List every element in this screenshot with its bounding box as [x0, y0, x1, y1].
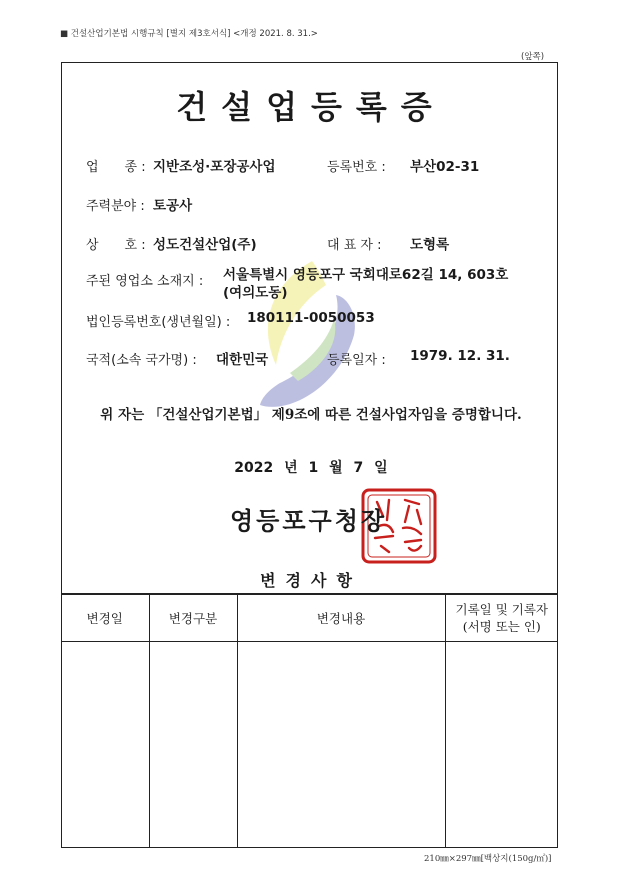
address-line-1: 서울특별시 영등포구 국회대로62길 14, 603호: [223, 267, 509, 283]
change-date-cell: [61, 642, 149, 849]
address-label: 주된 영업소 소재지 :: [86, 274, 204, 289]
corporate-number-label: 법인등록번호(생년월일) :: [86, 315, 231, 330]
company-name-label: 상 호 :: [86, 238, 146, 253]
changes-section-title: 변경사항: [260, 571, 362, 590]
registration-date-value: 1979. 12. 31.: [410, 348, 510, 364]
business-type-label: 업 종 :: [86, 160, 146, 175]
registration-number-label: 등록번호 :: [327, 160, 386, 175]
nationality-value: 대한민국: [216, 352, 269, 368]
registration-number-value: 부산02-31: [410, 159, 480, 175]
table-row: [61, 642, 558, 849]
document-title: 건설업등록증: [176, 88, 446, 126]
changes-table: [61, 593, 558, 848]
column-change-date: 변경일: [61, 594, 149, 642]
issuing-authority: 영등포구청장: [230, 506, 388, 535]
paper-specification: 210㎜×297㎜[백상지(150g/㎡)]: [424, 854, 552, 864]
change-content-cell: [237, 642, 445, 849]
company-name-value: 성도건설산업(주): [153, 237, 257, 253]
business-type-value: 지반조성·포장공사업: [153, 159, 276, 175]
issue-date: 2022 년 1 월 7 일: [234, 460, 388, 476]
main-field-value: 토공사: [153, 198, 193, 214]
recorder-header-line-1: 기록일 및 기록자: [455, 602, 548, 617]
form-header-note: ■ 건설산업기본법 시행규칙 [별지 제3호서식] <개정 2021. 8. 31.>: [60, 29, 318, 39]
recorder-cell: [445, 642, 558, 849]
column-change-content: 변경내용: [237, 594, 445, 642]
column-recorder: [445, 594, 558, 642]
address-line-2: (여의도동): [223, 285, 288, 301]
corporate-number-value: 180111-0050053: [247, 310, 375, 326]
recorder-header-line-2: (서명 또는 인): [462, 619, 541, 634]
representative-label: 대 표 자 :: [327, 238, 382, 253]
registration-date-label: 등록일자 :: [327, 353, 386, 368]
certification-statement: 위 자는 「건설산업기본법」 제9조에 따른 건설사업자임을 증명합니다.: [100, 407, 522, 423]
column-change-type: 변경구분: [149, 594, 237, 642]
representative-value: 도형록: [410, 237, 450, 253]
nationality-label: 국적(소속 국가명) :: [86, 353, 197, 368]
change-type-cell: [149, 642, 237, 849]
front-side-note: (앞쪽): [521, 52, 545, 62]
main-field-label: 주력분야 :: [86, 199, 145, 214]
